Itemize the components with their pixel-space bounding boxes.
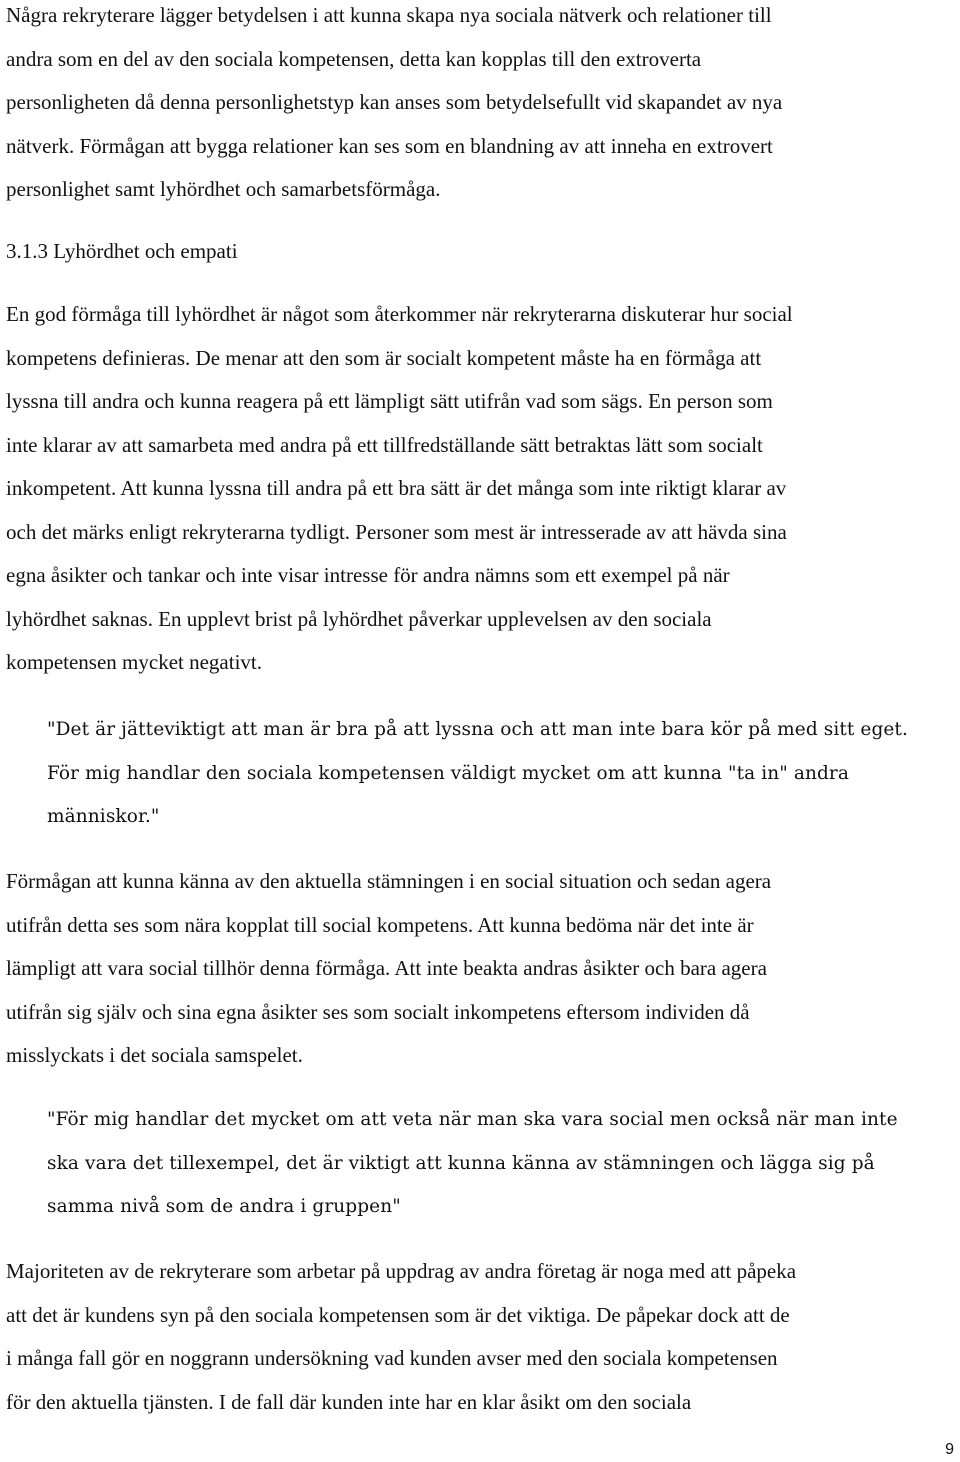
text-line: misslyckats i det sociala samspelet.: [6, 1043, 303, 1067]
quote-line: ska vara det tillexempel, det är viktigt att kunna känna av stämningen och lägga sig på: [47, 1152, 875, 1174]
text-line: Majoriteten av de rekryterare som arbetar på uppdrag av andra företag är noga med att påpeka: [6, 1259, 797, 1283]
paragraph-social-networks: [6, 0, 782, 212]
text-line: personligheten då denna personlighetstyp kan anses som betydelsefullt vid skapandet av nya: [6, 90, 783, 114]
text-line: inte klarar av att samarbeta med andra på ett tillfredställande sätt betraktas lätt som socialt: [6, 432, 763, 457]
quote-listening: [47, 708, 908, 839]
quote-line: människor.": [47, 806, 160, 827]
quote-line: För mig handlar den sociala kompetensen väldigt mycket om att kunna "ta in" andra: [47, 762, 849, 784]
text-line: lyhördhet saknas. En upplevt brist på lyhördhet påverkar upplevelsen av den sociala: [6, 606, 712, 631]
text-line: för den aktuella tjänsten. I de fall där kunden inte har en klar åsikt om den sociala: [6, 1389, 692, 1414]
text-line: andra som en del av den sociala kompetensen, detta kan kopplas till den extroverta: [6, 46, 702, 71]
text-line: personlighet samt lyhördhet och samarbetsförmåga.: [6, 177, 441, 201]
quote-line: "För mig handlar det mycket om att veta när man ska vara social men också när man inte: [47, 1109, 898, 1130]
text-line: kompetensen mycket negativt.: [6, 650, 263, 674]
text-line: lämpligt att vara social tillhör denna förmåga. Att inte beakta andras åsikter och bara agera: [6, 956, 767, 980]
text-line: att det är kundens syn på den sociala kompetensen som är det viktiga. De påpekar dock att de: [6, 1302, 790, 1327]
text-line: utifrån sig själv och sina egna åsikter ses som socialt inkompetens eftersom individen då: [6, 999, 750, 1024]
text-line: egna åsikter och tankar och inte visar intresse för andra nämns som ett exempel på när: [6, 563, 730, 587]
text-line: nätverk. Förmågan att bygga relationer kan ses som en blandning av att inneha en extrovert: [6, 133, 773, 158]
quote-line: "Det är jätteviktigt att man är bra på att lyssna och att man inte bara kör på med sitt eget.: [47, 719, 908, 740]
paragraph-client-view: [6, 1250, 796, 1424]
section-heading: 3.1.3 Lyhördhet och empati: [6, 239, 238, 263]
text-line: En god förmåga till lyhördhet är något som återkommer när rekryterarna diskuterar hur social: [6, 302, 793, 326]
text-line: Förmågan att kunna känna av den aktuella stämningen i en social situation och sedan agera: [6, 869, 772, 893]
quote-line: samma nivå som de andra i gruppen": [47, 1196, 401, 1217]
paragraph-responsiveness: [6, 293, 793, 685]
text-line: utifrån detta ses som nära kopplat till social kompetens. Att kunna bedöma när det inte är: [6, 912, 754, 937]
text-line: i många fall gör en noggrann undersökning vad kunden avser med den sociala kompetensen: [6, 1346, 778, 1370]
paragraph-reading-situation: [6, 860, 771, 1078]
text-line: inkompetent. Att kunna lyssna till andra på ett bra sätt är det många som inte riktigt klarar av: [6, 476, 787, 500]
text-line: och det märks enligt rekryterarna tydligt. Personer som mest är intresserade av att hävda sina: [6, 519, 787, 544]
text-line: kompetens definieras. De menar att den som är socialt kompetent måste ha en förmåga att: [6, 345, 762, 370]
text-line: Några rekryterare lägger betydelsen i att kunna skapa nya sociala nätverk och relationer till: [6, 3, 772, 27]
page-number: 9: [945, 1441, 954, 1458]
text-line: lyssna till andra och kunna reagera på ett lämpligt sätt utifrån vad som sägs. En person som: [6, 389, 773, 413]
quote-social-timing: [47, 1098, 898, 1229]
